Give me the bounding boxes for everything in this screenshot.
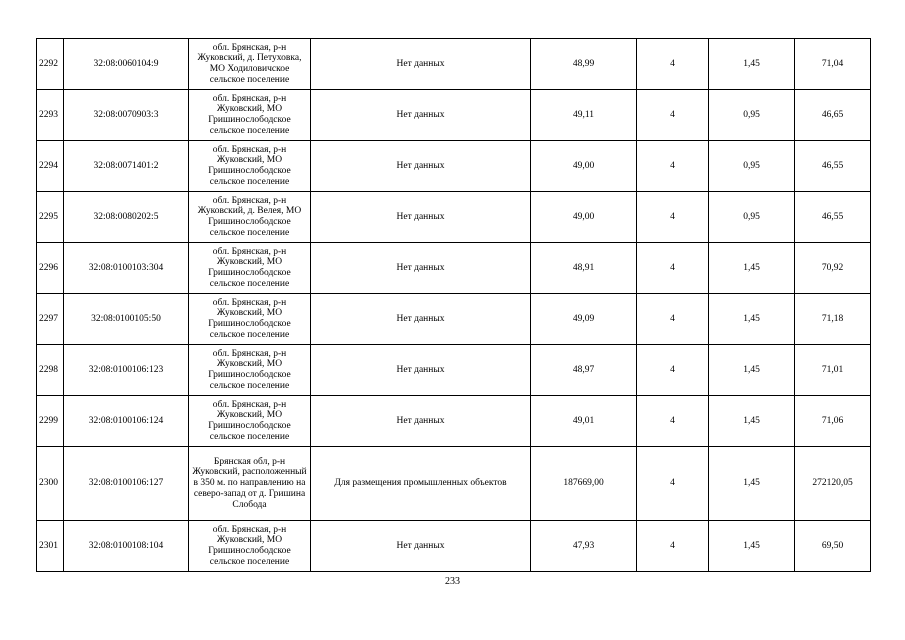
coefficient-cell: 1,45 <box>709 396 795 447</box>
land-use-cell: Для размещения промышленных объектов <box>311 447 531 521</box>
address-cell: обл. Брянская, р-н Жуковский, д. Петуховка, МО Ходиловичское сельское поселение <box>189 39 311 90</box>
land-use-cell: Нет данных <box>311 141 531 192</box>
group-cell: 4 <box>637 294 709 345</box>
cadastral-number-cell: 32:08:0080202:5 <box>64 192 189 243</box>
row-number-cell: 2295 <box>37 192 64 243</box>
address-cell: обл. Брянская, р-н Жуковский, МО Гришинослободское сельское поселение <box>189 396 311 447</box>
coefficient-cell: 0,95 <box>709 192 795 243</box>
land-use-cell: Нет данных <box>311 192 531 243</box>
area-cell: 47,93 <box>531 521 637 572</box>
land-use-cell: Нет данных <box>311 345 531 396</box>
row-number-cell: 2297 <box>37 294 64 345</box>
coefficient-cell: 1,45 <box>709 39 795 90</box>
area-cell: 48,97 <box>531 345 637 396</box>
area-cell: 48,91 <box>531 243 637 294</box>
table-row <box>37 294 871 345</box>
row-number-cell: 2299 <box>37 396 64 447</box>
table-row <box>37 243 871 294</box>
row-number-cell: 2296 <box>37 243 64 294</box>
value-cell: 71,04 <box>795 39 871 90</box>
group-cell: 4 <box>637 396 709 447</box>
area-cell: 49,01 <box>531 396 637 447</box>
group-cell: 4 <box>637 521 709 572</box>
table-body <box>37 39 871 572</box>
table-row <box>37 192 871 243</box>
address-cell: Брянская обл, р-н Жуковский, расположенный в 350 м. по направлению на северо-запад от д. Гришина Слобода <box>189 447 311 521</box>
value-cell: 71,18 <box>795 294 871 345</box>
group-cell: 4 <box>637 243 709 294</box>
land-use-cell: Нет данных <box>311 294 531 345</box>
row-number-cell: 2301 <box>37 521 64 572</box>
value-cell: 46,55 <box>795 192 871 243</box>
row-number-cell: 2294 <box>37 141 64 192</box>
table-row <box>37 141 871 192</box>
table-row <box>37 90 871 141</box>
area-cell: 187669,00 <box>531 447 637 521</box>
table-row <box>37 447 871 521</box>
row-number-cell: 2292 <box>37 39 64 90</box>
land-use-cell: Нет данных <box>311 39 531 90</box>
table-row <box>37 345 871 396</box>
group-cell: 4 <box>637 90 709 141</box>
group-cell: 4 <box>637 345 709 396</box>
value-cell: 71,06 <box>795 396 871 447</box>
group-cell: 4 <box>637 192 709 243</box>
value-cell: 272120,05 <box>795 447 871 521</box>
value-cell: 71,01 <box>795 345 871 396</box>
address-cell: обл. Брянская, р-н Жуковский, д. Велея, МО Гришинослободское сельское поселение <box>189 192 311 243</box>
page-number: 233 <box>445 576 460 587</box>
cadastral-number-cell: 32:08:0100106:127 <box>64 447 189 521</box>
cadastral-number-cell: 32:08:0100106:124 <box>64 396 189 447</box>
coefficient-cell: 1,45 <box>709 521 795 572</box>
value-cell: 46,65 <box>795 90 871 141</box>
area-cell: 49,09 <box>531 294 637 345</box>
register-table <box>36 38 871 572</box>
cadastral-number-cell: 32:08:0100103:304 <box>64 243 189 294</box>
land-use-cell: Нет данных <box>311 521 531 572</box>
land-use-cell: Нет данных <box>311 243 531 294</box>
address-cell: обл. Брянская, р-н Жуковский, МО Гришинослободское сельское поселение <box>189 243 311 294</box>
cadastral-number-cell: 32:08:0100105:50 <box>64 294 189 345</box>
cadastral-number-cell: 32:08:0060104:9 <box>64 39 189 90</box>
coefficient-cell: 1,45 <box>709 243 795 294</box>
row-number-cell: 2293 <box>37 90 64 141</box>
value-cell: 46,55 <box>795 141 871 192</box>
group-cell: 4 <box>637 39 709 90</box>
area-cell: 48,99 <box>531 39 637 90</box>
address-cell: обл. Брянская, р-н Жуковский, МО Гришинослободское сельское поселение <box>189 345 311 396</box>
cadastral-number-cell: 32:08:0100108:104 <box>64 521 189 572</box>
coefficient-cell: 1,45 <box>709 447 795 521</box>
area-cell: 49,00 <box>531 141 637 192</box>
cadastral-number-cell: 32:08:0071401:2 <box>64 141 189 192</box>
address-cell: обл. Брянская, р-н Жуковский, МО Гришинослободское сельское поселение <box>189 521 311 572</box>
group-cell: 4 <box>637 447 709 521</box>
value-cell: 70,92 <box>795 243 871 294</box>
address-cell: обл. Брянская, р-н Жуковский, МО Гришинослободское сельское поселение <box>189 90 311 141</box>
row-number-cell: 2300 <box>37 447 64 521</box>
coefficient-cell: 0,95 <box>709 141 795 192</box>
cadastral-number-cell: 32:08:0100106:123 <box>64 345 189 396</box>
address-cell: обл. Брянская, р-н Жуковский, МО Гришинослободское сельское поселение <box>189 294 311 345</box>
coefficient-cell: 0,95 <box>709 90 795 141</box>
area-cell: 49,11 <box>531 90 637 141</box>
land-use-cell: Нет данных <box>311 90 531 141</box>
table-row <box>37 39 871 90</box>
cadastral-number-cell: 32:08:0070903:3 <box>64 90 189 141</box>
table-row <box>37 521 871 572</box>
coefficient-cell: 1,45 <box>709 345 795 396</box>
coefficient-cell: 1,45 <box>709 294 795 345</box>
value-cell: 69,50 <box>795 521 871 572</box>
group-cell: 4 <box>637 141 709 192</box>
area-cell: 49,00 <box>531 192 637 243</box>
table-row <box>37 396 871 447</box>
land-use-cell: Нет данных <box>311 396 531 447</box>
row-number-cell: 2298 <box>37 345 64 396</box>
address-cell: обл. Брянская, р-н Жуковский, МО Гришинослободское сельское поселение <box>189 141 311 192</box>
